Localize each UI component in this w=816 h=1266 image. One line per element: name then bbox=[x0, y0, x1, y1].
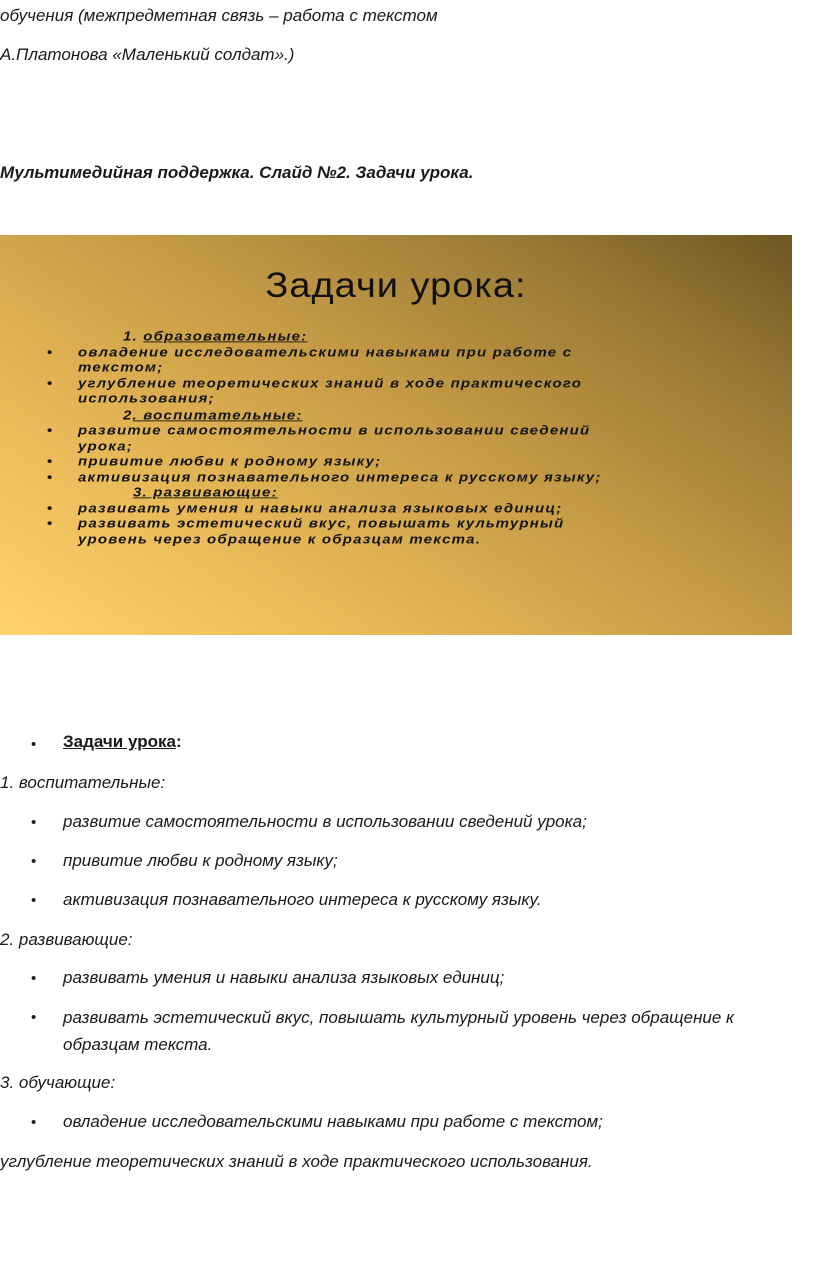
slide-title: Задачи урока: bbox=[265, 266, 527, 306]
list-item: привитие любви к родному языку; bbox=[63, 851, 338, 870]
slide-bullet bbox=[45, 346, 745, 360]
slide-section-2-label: . воспитательные: bbox=[132, 407, 303, 423]
slide-bullet-text: развивать эстетический вкус, повышать культурный bbox=[78, 516, 565, 532]
list-item: развитие самостоятельности в использовании сведений урока; bbox=[63, 812, 587, 831]
slide-bullet-cont: текстом; bbox=[78, 360, 164, 376]
list-bullet: • bbox=[31, 1114, 37, 1131]
slide-bullet bbox=[45, 502, 745, 516]
slide-section-3 bbox=[45, 486, 745, 500]
slide-bullet-cont: использования; bbox=[78, 391, 215, 407]
tasks-heading-colon: : bbox=[175, 732, 182, 751]
slide-section-3-label: 3. развивающие: bbox=[133, 485, 278, 501]
list-item: развивать эстетический вкус, повышать культурный уровень через обращение к bbox=[63, 1008, 735, 1027]
slide-bullet bbox=[45, 471, 745, 485]
slide-bullet-text: активизация познавательного интереса к русскому языку; bbox=[78, 469, 602, 485]
list-bullet: • bbox=[31, 736, 37, 753]
slide-bullet-text: привитие любви к родному языку; bbox=[78, 454, 382, 470]
tasks-last-line: углубление теоретических знаний в ходе практического использования. bbox=[0, 1152, 593, 1171]
tasks-section-1: 1. воспитательные: bbox=[0, 773, 166, 792]
list-item: овладение исследовательскими навыками при работе с текстом; bbox=[63, 1112, 603, 1131]
list-item: активизация познавательного интереса к русскому языку. bbox=[63, 890, 542, 909]
slide-section-2 bbox=[45, 409, 745, 423]
slide-section-1 bbox=[45, 330, 745, 344]
slide-bullet-cont: уровень через обращение к образцам текста. bbox=[78, 531, 482, 547]
list-bullet: • bbox=[31, 892, 37, 909]
slide-bullet bbox=[45, 424, 745, 438]
slide-bullet-text: углубление теоретических знаний в ходе практического bbox=[78, 375, 583, 391]
slide-bullet-text: развивать умения и навыки анализа языковых единиц; bbox=[78, 500, 563, 516]
list-bullet: • bbox=[31, 1009, 37, 1026]
slide-body bbox=[45, 329, 745, 548]
intro-line-2: А.Платонова «Маленький солдат».) bbox=[0, 45, 295, 64]
slide-bullet bbox=[45, 377, 745, 391]
tasks-section-3: 3. обучающие: bbox=[0, 1073, 116, 1092]
media-heading: Мультимедийная поддержка. Слайд №2. Задачи урока. bbox=[0, 163, 474, 182]
list-bullet: • bbox=[31, 853, 37, 870]
slide-image bbox=[0, 235, 792, 635]
tasks-heading bbox=[63, 732, 182, 752]
slide-bullet-cont: урока; bbox=[78, 438, 133, 454]
slide-bullet-text: развитие самостоятельности в использовании сведений bbox=[78, 423, 591, 439]
slide-bullet bbox=[45, 455, 745, 469]
slide-section-1-number: 1. bbox=[123, 329, 144, 345]
list-bullet: • bbox=[31, 970, 37, 987]
slide-bullet-text: овладение исследовательскими навыками при работе с bbox=[78, 344, 573, 360]
tasks-section-2: 2. развивающие: bbox=[0, 930, 133, 949]
list-item-cont: образцам текста. bbox=[63, 1035, 213, 1054]
list-item: развивать умения и навыки анализа языковых единиц; bbox=[63, 968, 505, 987]
tasks-heading-link: Задачи урока bbox=[63, 732, 176, 751]
slide-section-1-label: образовательные: bbox=[143, 329, 308, 345]
slide-bullet bbox=[45, 517, 745, 531]
slide-section-2-number: 2 bbox=[123, 407, 133, 423]
list-bullet: • bbox=[31, 814, 37, 831]
intro-line-1: обучения (межпредметная связь – работа с текстом bbox=[0, 6, 438, 25]
